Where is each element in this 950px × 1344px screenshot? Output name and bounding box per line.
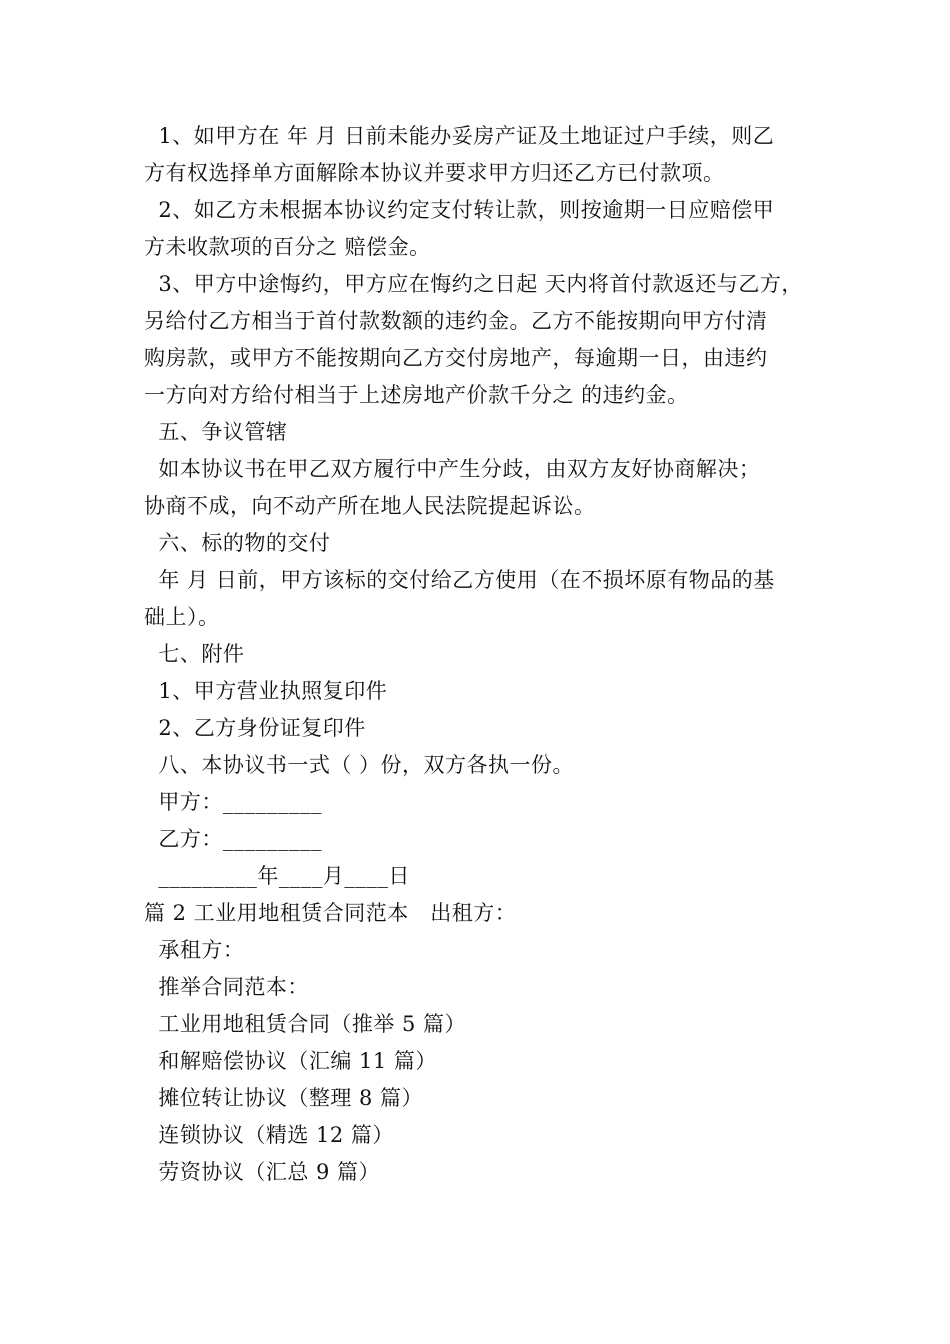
section-heading-attachments: 七、附件 — [144, 642, 245, 666]
party-a-signature-line: 甲方：_________ — [144, 790, 322, 814]
recommended-item-5: 劳资协议（汇总 9 篇） — [144, 1160, 381, 1184]
clause-3-line-2: 另给付乙方相当于首付款数额的违约金。乙方不能按期向甲方付清 — [144, 309, 768, 333]
article-2-title: 篇 2 工业用地租赁合同范本 出租方： — [144, 901, 517, 925]
dispute-text-line-2: 协商不成，向不动产所在地人民法院提起诉讼。 — [144, 494, 596, 518]
section-copies: 八、本协议书一式（ ）份，双方各执一份。 — [144, 753, 575, 777]
clause-3-line-1: 3、甲方中途悔约，甲方应在悔约之日起 天内将首付款返还与乙方， — [144, 272, 803, 296]
clause-1-line-1: 1、如甲方在 年 月 日前未能办妥房产证及土地证过户手续，则乙 — [144, 124, 775, 148]
section-heading-dispute: 五、争议管辖 — [144, 420, 288, 444]
recommended-heading: 推举合同范本： — [144, 975, 309, 999]
recommended-item-4: 连锁协议（精选 12 篇） — [144, 1123, 394, 1147]
recommended-item-1: 工业用地租赁合同（推举 5 篇） — [144, 1012, 467, 1036]
delivery-text-line-2: 础上）。 — [144, 605, 220, 629]
section-heading-delivery: 六、标的物的交付 — [144, 531, 331, 555]
clause-3-line-4: 一方向对方给付相当于上述房地产价款千分之 的违约金。 — [144, 383, 689, 407]
attachment-item-1: 1、甲方营业执照复印件 — [144, 679, 388, 703]
clause-1-line-2: 方有权选择单方面解除本协议并要求甲方归还乙方已付款项。 — [144, 161, 725, 185]
date-line: _________年____月____日 — [144, 864, 410, 888]
recommended-item-3: 摊位转让协议（整理 8 篇） — [144, 1086, 424, 1110]
attachment-item-2: 2、乙方身份证复印件 — [144, 716, 366, 740]
document-body — [144, 118, 824, 1191]
clause-2-line-1: 2、如乙方未根据本协议约定支付转让款，则按逾期一日应赔偿甲 — [144, 198, 775, 222]
dispute-text-line-1: 如本协议书在甲乙双方履行中产生分歧，由双方友好协商解决； — [144, 457, 761, 481]
delivery-text-line-1: 年 月 日前，甲方该标的交付给乙方使用（在不损坏原有物品的基 — [144, 568, 775, 592]
party-b-signature-line: 乙方：_________ — [144, 827, 322, 851]
recommended-item-2: 和解赔偿协议（汇编 11 篇） — [144, 1049, 437, 1073]
lessee-line: 承租方： — [144, 938, 245, 962]
clause-2-line-2: 方未收款项的百分之 赔偿金。 — [144, 235, 431, 259]
clause-3-line-3: 购房款，或甲方不能按期向乙方交付房地产，每逾期一日，由违约 — [144, 346, 768, 370]
